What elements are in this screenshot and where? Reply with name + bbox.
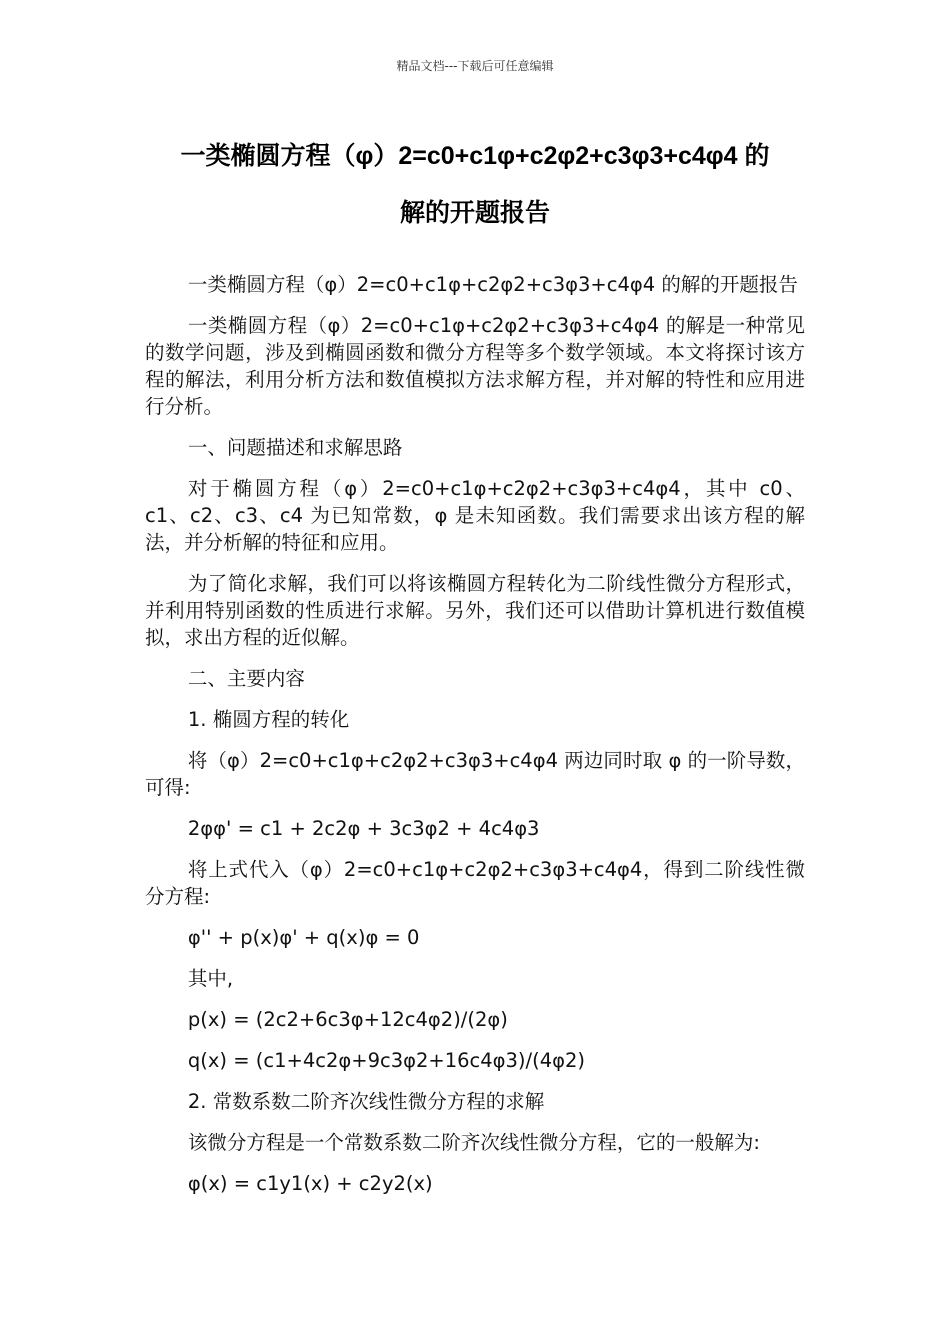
title-line-2: 解的开题报告	[399, 199, 550, 227]
section-heading-1: 一、问题描述和求解思路	[187, 436, 403, 459]
document-title	[120, 128, 830, 242]
document-body	[145, 271, 805, 1211]
paragraph-derivative: 将（φ）2=c0+c1φ+c2φ2+c3φ3+c4φ4 两边同时取 φ 的一阶导数，可得:	[145, 749, 805, 799]
title-line-1: 一类椭圆方程（φ）2=c0+c1φ+c2φ2+c3φ3+c4φ4 的	[180, 142, 770, 170]
paragraph-abstract: 一类椭圆方程（φ）2=c0+c1φ+c2φ2+c3φ3+c4φ4 的解是一种常见的数学问题，涉及到椭圆函数和微分方程等多个数学领域。本文将探讨该方程的解法，利用分析方法和数值模拟方法求解方程，并对解的特性和应用进行分析。	[145, 314, 805, 418]
formula-ode: φ'' + p(x)φ' + q(x)φ = 0	[187, 926, 420, 949]
subsection-heading-1: 1. 椭圆方程的转化	[187, 708, 350, 731]
formula-derivative: 2φφ' = c1 + 2c2φ + 3c3φ2 + 4c4φ3	[187, 817, 540, 840]
formula-general-solution: φ(x) = c1y1(x) + c2y2(x)	[187, 1172, 433, 1195]
paragraph-general-solution: 该微分方程是一个常数系数二阶齐次线性微分方程，它的一般解为:	[187, 1131, 760, 1154]
paragraph-substitution: 将上式代入（φ）2=c0+c1φ+c2φ2+c3φ3+c4φ4，得到二阶线性微分方程:	[145, 858, 805, 908]
page-header-note: 精品文档---下载后可任意编辑	[396, 59, 554, 73]
subsection-heading-2: 2. 常数系数二阶齐次线性微分方程的求解	[187, 1090, 545, 1113]
section-heading-2: 二、主要内容	[187, 667, 305, 690]
paragraph-intro-title: 一类椭圆方程（φ）2=c0+c1φ+c2φ2+c3φ3+c4φ4 的解的开题报告	[187, 273, 798, 296]
paragraph-problem: 对于椭圆方程（φ）2=c0+c1φ+c2φ2+c3φ3+c4φ4，其中 c0、c1、c2、c3、c4 为已知常数，φ 是未知函数。我们需要求出该方程的解法，并分析解的特征和应用。	[145, 477, 805, 554]
formula-p: p(x) = (2c2+6c3φ+12c4φ2)/(2φ)	[187, 1008, 508, 1031]
formula-q: q(x) = (c1+4c2φ+9c3φ2+16c4φ3)/(4φ2)	[187, 1049, 585, 1072]
paragraph-approach: 为了简化求解，我们可以将该椭圆方程转化为二阶线性微分方程形式，并利用特别函数的性质进行求解。另外，我们还可以借助计算机进行数值模拟，求出方程的近似解。	[145, 572, 805, 649]
formula-where: 其中,	[187, 967, 234, 990]
